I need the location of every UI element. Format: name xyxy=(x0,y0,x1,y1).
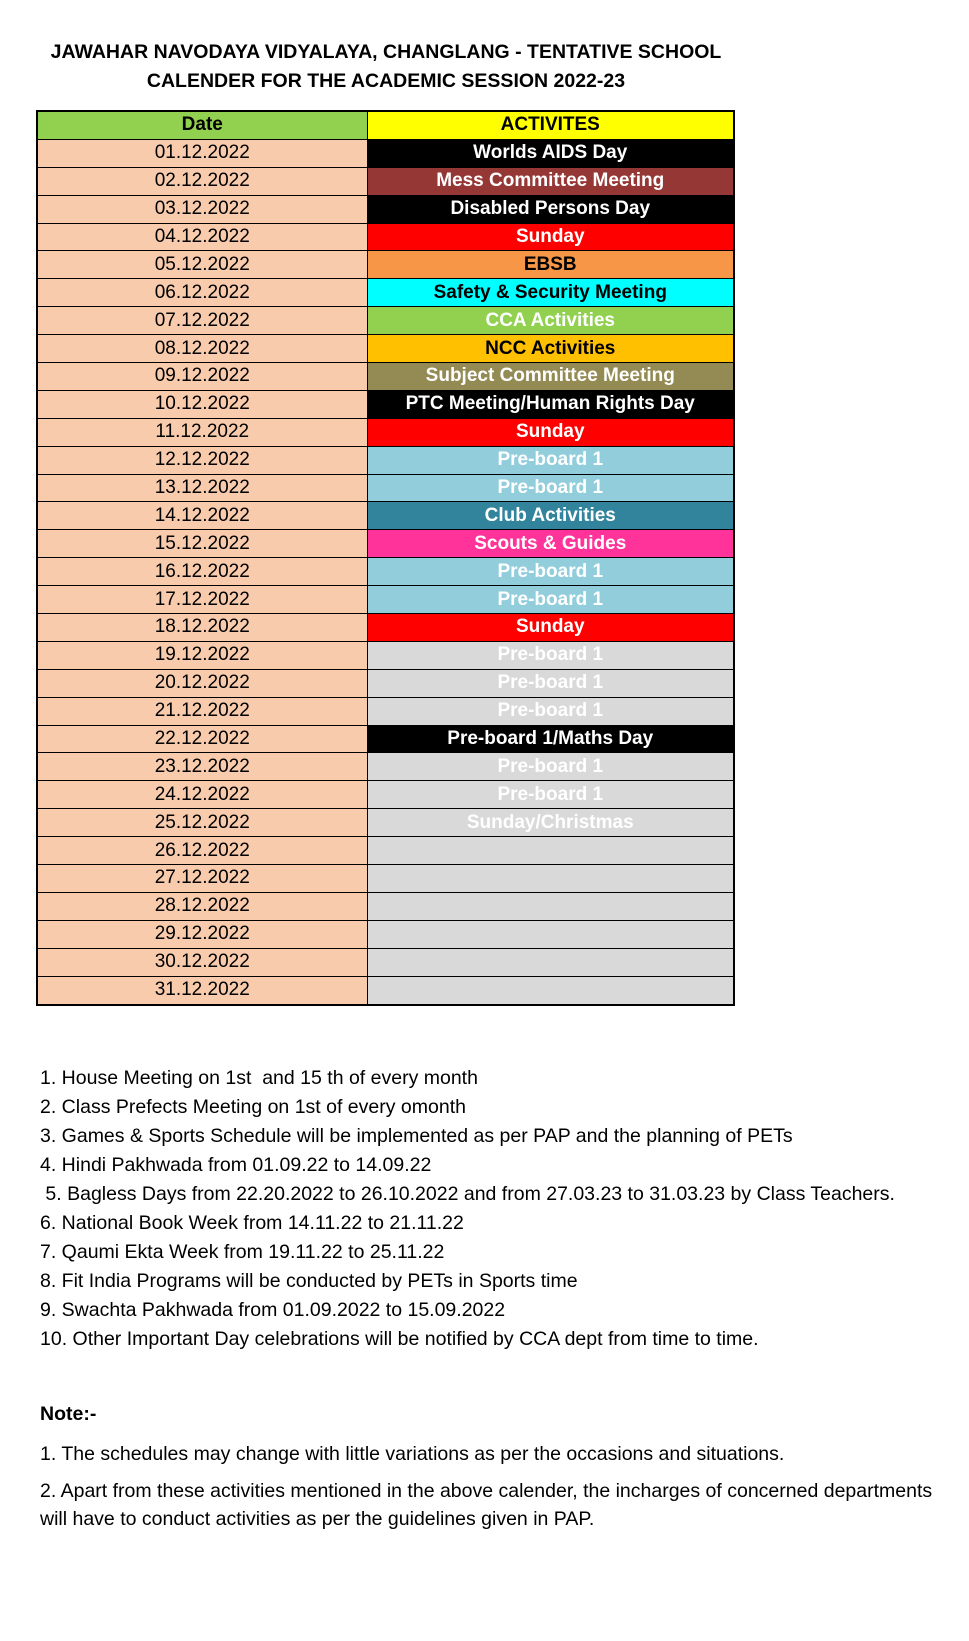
activity-cell: NCC Activities xyxy=(367,335,734,363)
date-cell: 07.12.2022 xyxy=(37,307,367,335)
activity-cell xyxy=(367,920,734,948)
table-row xyxy=(37,139,734,167)
list-item: 7. Qaumi Ekta Week from 19.11.22 to 25.11.22 xyxy=(40,1241,445,1263)
table-row xyxy=(37,753,734,781)
table-body xyxy=(37,139,734,1004)
date-cell: 17.12.2022 xyxy=(37,586,367,614)
list-item: 3. Games & Sports Schedule will be implemented as per PAP and the planning of PETs xyxy=(40,1125,793,1147)
activity-cell: Pre-board 1 xyxy=(367,669,734,697)
date-cell: 25.12.2022 xyxy=(37,809,367,837)
activity-cell: CCA Activities xyxy=(367,307,734,335)
activity-cell: Sunday xyxy=(367,614,734,642)
activity-cell: EBSB xyxy=(367,251,734,279)
table-row xyxy=(37,920,734,948)
date-cell: 10.12.2022 xyxy=(37,390,367,418)
list-item: 10. Other Important Day celebrations will be notified by CCA dept from time to time. xyxy=(40,1328,759,1350)
table-row xyxy=(37,502,734,530)
list-item: 2. Class Prefects Meeting on 1st of every omonth xyxy=(40,1096,466,1118)
note-heading: Note:- xyxy=(40,1403,97,1425)
activity-cell xyxy=(367,837,734,865)
date-cell: 02.12.2022 xyxy=(37,167,367,195)
date-cell: 01.12.2022 xyxy=(37,139,367,167)
date-cell: 11.12.2022 xyxy=(37,418,367,446)
table-row xyxy=(37,892,734,920)
calendar-table xyxy=(36,110,735,1006)
date-cell: 27.12.2022 xyxy=(37,865,367,893)
activity-cell: Subject Committee Meeting xyxy=(367,363,734,391)
title-line-2: CALENDER FOR THE ACADEMIC SESSION 2022-23 xyxy=(146,70,626,92)
date-cell: 16.12.2022 xyxy=(37,558,367,586)
table-row xyxy=(37,614,734,642)
activity-cell: Pre-board 1 xyxy=(367,641,734,669)
table-row xyxy=(37,195,734,223)
activity-cell: Scouts & Guides xyxy=(367,530,734,558)
date-cell: 21.12.2022 xyxy=(37,697,367,725)
list-item: 1. House Meeting on 1st and 15 th of every month xyxy=(40,1067,478,1089)
list-item: 5. Bagless Days from 22.20.2022 to 26.10.2022 and from 27.03.23 to 31.03.23 by Class Teachers. xyxy=(40,1183,895,1205)
date-cell: 23.12.2022 xyxy=(37,753,367,781)
activity-cell xyxy=(367,948,734,976)
table-row xyxy=(37,279,734,307)
date-cell: 19.12.2022 xyxy=(37,641,367,669)
date-cell: 04.12.2022 xyxy=(37,223,367,251)
date-cell: 06.12.2022 xyxy=(37,279,367,307)
table-row xyxy=(37,809,734,837)
activity-cell: Sunday xyxy=(367,418,734,446)
date-cell: 09.12.2022 xyxy=(37,363,367,391)
date-cell: 14.12.2022 xyxy=(37,502,367,530)
table-row xyxy=(37,307,734,335)
activity-cell: Sunday xyxy=(367,223,734,251)
table-row xyxy=(37,390,734,418)
list-item: 9. Swachta Pakhwada from 01.09.2022 to 15.09.2022 xyxy=(40,1299,506,1321)
date-cell: 03.12.2022 xyxy=(37,195,367,223)
note-item: 2. Apart from these activities mentioned in the above calender, the incharges of concerned departments will have to conduct activities as per the guidelines given in PAP. xyxy=(40,1480,933,1530)
list-item: 8. Fit India Programs will be conducted by PETs in Sports time xyxy=(40,1270,578,1292)
table-row xyxy=(37,976,734,1004)
table-row xyxy=(37,167,734,195)
table-row xyxy=(37,530,734,558)
notes-list xyxy=(40,1064,940,1354)
date-cell: 15.12.2022 xyxy=(37,530,367,558)
activity-cell: Pre-board 1/Maths Day xyxy=(367,725,734,753)
table-row xyxy=(37,335,734,363)
table-row xyxy=(37,558,734,586)
date-cell: 08.12.2022 xyxy=(37,335,367,363)
table-row xyxy=(37,586,734,614)
activity-cell: Pre-board 1 xyxy=(367,753,734,781)
document-title xyxy=(36,38,736,96)
table-row xyxy=(37,446,734,474)
date-cell: 12.12.2022 xyxy=(37,446,367,474)
date-cell: 31.12.2022 xyxy=(37,976,367,1004)
date-cell: 05.12.2022 xyxy=(37,251,367,279)
list-item: 4. Hindi Pakhwada from 01.09.22 to 14.09.22 xyxy=(40,1154,432,1176)
activity-cell: Sunday/Christmas xyxy=(367,809,734,837)
table-row xyxy=(37,781,734,809)
list-item: 6. National Book Week from 14.11.22 to 21.11.22 xyxy=(40,1212,464,1234)
note-item: 1. The schedules may change with little variations as per the occasions and situations. xyxy=(40,1443,785,1465)
activity-cell: Disabled Persons Day xyxy=(367,195,734,223)
activity-cell: Club Activities xyxy=(367,502,734,530)
table-row xyxy=(37,697,734,725)
table-row xyxy=(37,251,734,279)
note-body xyxy=(40,1440,940,1542)
activity-cell: Pre-board 1 xyxy=(367,474,734,502)
table-row xyxy=(37,837,734,865)
activity-cell xyxy=(367,976,734,1004)
activity-cell: Pre-board 1 xyxy=(367,446,734,474)
date-cell: 24.12.2022 xyxy=(37,781,367,809)
date-cell: 13.12.2022 xyxy=(37,474,367,502)
activity-cell: Mess Committee Meeting xyxy=(367,167,734,195)
date-cell: 30.12.2022 xyxy=(37,948,367,976)
activity-cell: Pre-board 1 xyxy=(367,781,734,809)
table-row xyxy=(37,363,734,391)
table-row xyxy=(37,948,734,976)
date-cell: 22.12.2022 xyxy=(37,725,367,753)
header-activities: ACTIVITES xyxy=(367,111,734,139)
activity-cell: PTC Meeting/Human Rights Day xyxy=(367,390,734,418)
table-row xyxy=(37,669,734,697)
title-line-1: JAWAHAR NAVODAYA VIDYALAYA, CHANGLANG - TENTATIVE SCHOOL xyxy=(50,41,722,63)
activity-cell: Worlds AIDS Day xyxy=(367,139,734,167)
date-cell: 18.12.2022 xyxy=(37,614,367,642)
table-row xyxy=(37,641,734,669)
table-header-row xyxy=(37,111,734,139)
table-row xyxy=(37,223,734,251)
date-cell: 20.12.2022 xyxy=(37,669,367,697)
table-row xyxy=(37,865,734,893)
date-cell: 28.12.2022 xyxy=(37,892,367,920)
table-row xyxy=(37,474,734,502)
activity-cell xyxy=(367,865,734,893)
activity-cell: Safety & Security Meeting xyxy=(367,279,734,307)
activity-cell: Pre-board 1 xyxy=(367,586,734,614)
date-cell: 29.12.2022 xyxy=(37,920,367,948)
activity-cell: Pre-board 1 xyxy=(367,558,734,586)
date-cell: 26.12.2022 xyxy=(37,837,367,865)
table-row xyxy=(37,418,734,446)
activity-cell xyxy=(367,892,734,920)
activity-cell: Pre-board 1 xyxy=(367,697,734,725)
header-date: Date xyxy=(37,111,367,139)
table-row xyxy=(37,725,734,753)
